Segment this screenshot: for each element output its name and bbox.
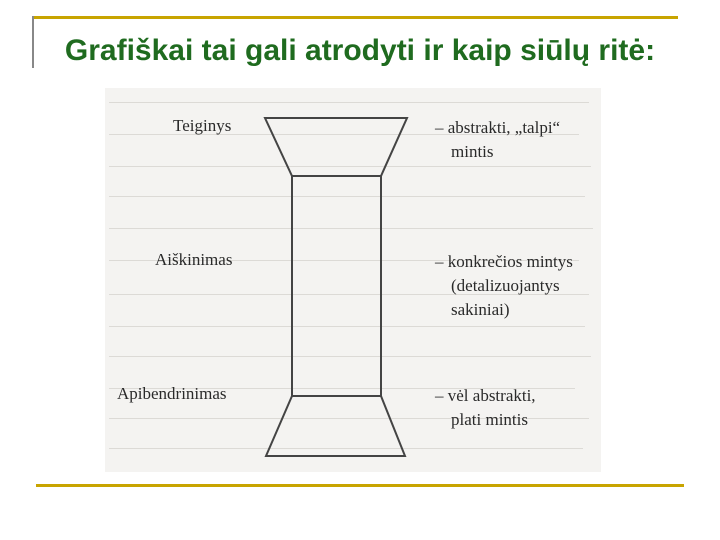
note-top-line: – abstrakti, „talpi“: [435, 118, 561, 137]
spool-bottom-trapezoid: [266, 396, 405, 456]
spool-top-trapezoid: [265, 118, 407, 176]
slide-title: Grafiškai tai gali atrodyti ir kaip siūlų ritė:: [64, 34, 656, 67]
bottom-accent-rule: [36, 484, 684, 487]
left-accent-rule: [32, 16, 34, 68]
note-top-line: mintis: [451, 142, 494, 161]
top-accent-rule: [32, 16, 678, 19]
note-bottom: [435, 384, 536, 432]
spool-middle-rectangle: [292, 176, 381, 396]
label-aiskinimas: Aiškinimas: [155, 250, 233, 269]
note-middle-line: sakiniai): [451, 300, 510, 319]
label-apibendrinimas: Apibendrinimas: [117, 384, 227, 403]
note-bottom-line: – vėl abstrakti,: [435, 386, 536, 405]
scanned-diagram: [105, 88, 601, 472]
note-bottom-line: plati mintis: [451, 410, 528, 429]
label-teiginys: Teiginys: [173, 116, 232, 135]
note-middle: [435, 250, 573, 322]
note-top: [435, 116, 560, 164]
note-middle-line: – konkrečios mintys: [435, 252, 573, 271]
note-middle-line: (detalizuojantys: [451, 276, 560, 295]
